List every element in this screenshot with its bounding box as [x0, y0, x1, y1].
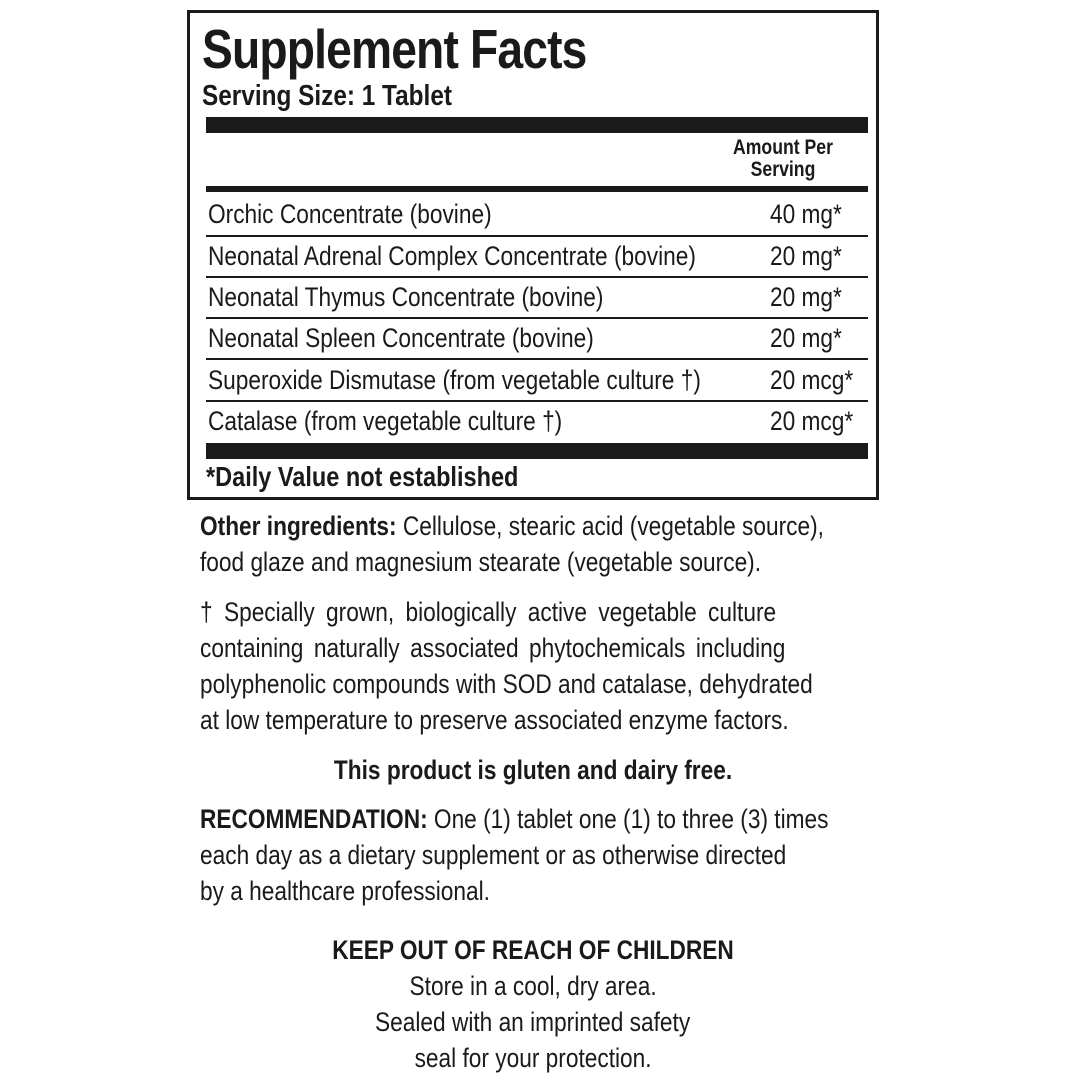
ingredient-amount: 40 mg* — [770, 199, 842, 229]
serving-size: Serving Size: 1 Tablet — [202, 80, 452, 112]
ingredient-amount: 20 mg* — [770, 241, 842, 271]
seal-note-line1: Sealed with an imprinted safety — [375, 1007, 691, 1037]
storage-instruction: Store in a cool, dry area. — [409, 971, 657, 1001]
ingredient-amount: 20 mcg* — [770, 406, 854, 436]
gluten-dairy-free-statement: This product is gluten and dairy free. — [333, 755, 733, 785]
supplement-facts-panel — [187, 10, 879, 500]
other-ingredients: Other ingredients: Cellulose, stearic acid (vegetable source), food glaze and magnesium stearate (vegetable source). — [200, 511, 824, 577]
ingredient-row — [206, 236, 868, 276]
ingredient-row — [206, 194, 868, 234]
seal-note-line2: seal for your protection. — [414, 1043, 652, 1073]
ingredient-name: Catalase (from vegetable culture †) — [208, 406, 563, 436]
ingredient-name: Neonatal Adrenal Complex Concentrate (bovine) — [208, 241, 696, 271]
medium-divider — [206, 186, 868, 192]
daily-value-note: *Daily Value not established — [206, 461, 519, 492]
ingredient-row — [206, 318, 868, 358]
amount-per-serving-header: Amount Per Serving — [733, 136, 833, 181]
keep-out-of-reach-warning: KEEP OUT OF REACH OF CHILDREN — [332, 935, 734, 965]
recommendation: RECOMMENDATION: One (1) tablet one (1) to three (3) times each day as a dietary supplement or as otherwise directed by a healthcare professional. — [200, 804, 829, 906]
facts-title: Supplement Facts — [202, 18, 587, 80]
thick-divider-top — [206, 117, 868, 133]
ingredient-name: Orchic Concentrate (bovine) — [208, 199, 492, 229]
thick-divider-bottom — [206, 443, 868, 459]
recommendation-label: RECOMMENDATION: — [200, 804, 428, 834]
ingredient-name: Superoxide Dismutase (from vegetable culture †) — [208, 365, 701, 395]
ingredient-amount: 20 mcg* — [770, 365, 854, 395]
storage-section — [187, 932, 879, 1076]
ingredient-amount: 20 mg* — [770, 323, 842, 353]
ingredient-row — [206, 360, 868, 400]
ingredient-name: Neonatal Thymus Concentrate (bovine) — [208, 282, 604, 312]
culture-footnote: † Specially grown, biologically active vegetable culture containing naturally associated phytochemicals including polyphenolic compounds with SOD and catalase, dehydrated at low temperature to preserve associated enzyme factors. — [200, 597, 813, 735]
ingredient-row — [206, 401, 868, 441]
ingredient-amount: 20 mg* — [770, 282, 842, 312]
ingredient-name: Neonatal Spleen Concentrate (bovine) — [208, 323, 594, 353]
ingredient-row — [206, 277, 868, 317]
other-ingredients-label: Other ingredients: — [200, 511, 397, 541]
